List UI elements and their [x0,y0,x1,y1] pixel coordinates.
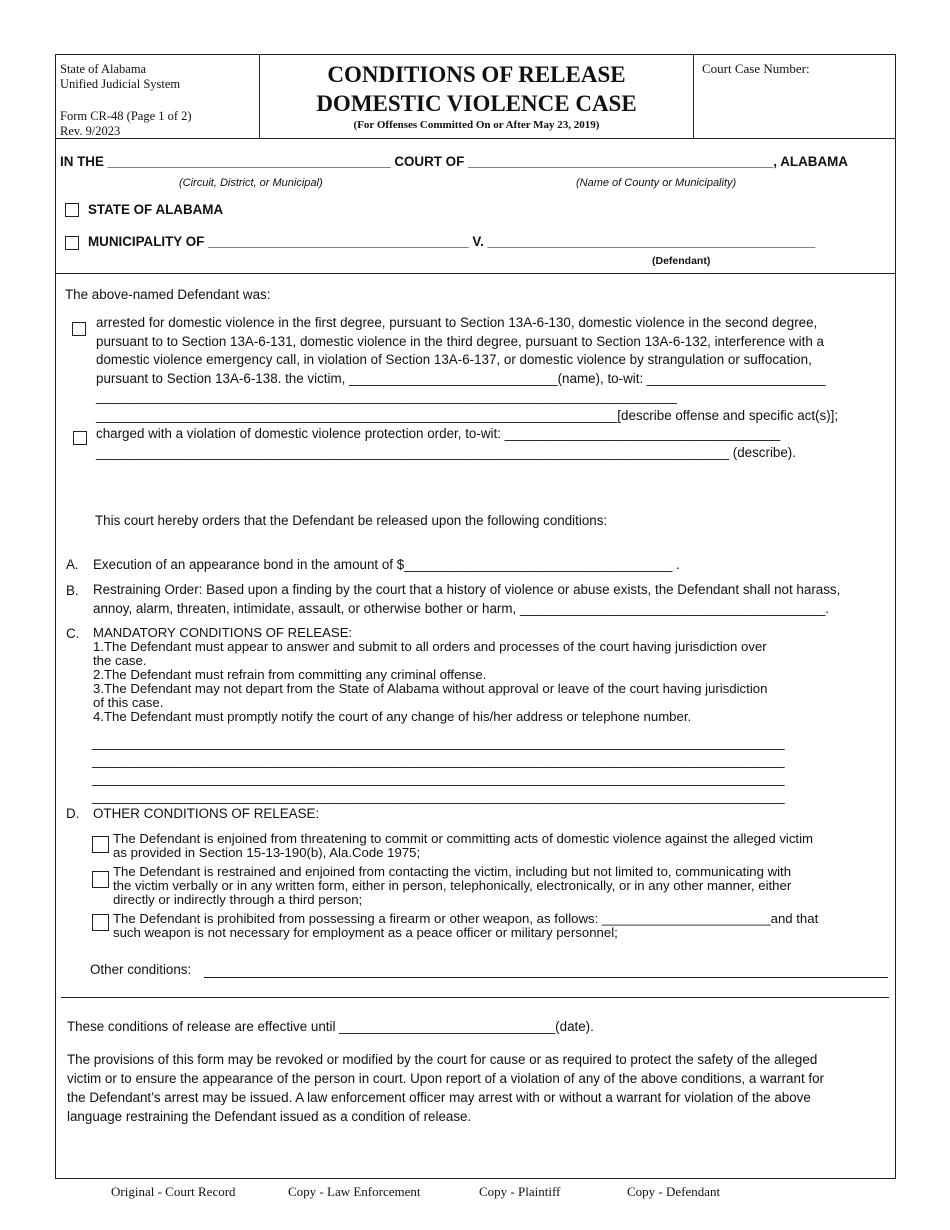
charged-checkbox[interactable] [73,431,87,445]
provisions-line-2: victim or to ensure the appearance of the person in court. Upon report of a violation of any of the above conditions, a warrant for [67,1071,825,1086]
copy-plaintiff: Copy - Plaintiff [479,1184,561,1199]
intro-text: The above-named Defendant was: [65,287,271,302]
title-subtitle: (For Offenses Committed On or After May 23, 2019) [353,119,600,131]
court-type-hint: (Circuit, District, or Municipal) [179,177,323,189]
municipality-checkbox[interactable] [65,236,79,250]
arrested-line-4: pursuant to Section 13A-6-138. the victim, ____________________________(name), to-wit: ________________________ [96,370,826,386]
title-line-2: DOMESTIC VIOLENCE CASE [316,91,637,116]
form-title [260,60,693,132]
enjoined-checkbox[interactable] [92,836,109,853]
defendant-hint: (Defendant) [652,255,711,267]
no-contact-line-1: The Defendant is restrained and enjoined from contacting the victim, including but not limited to, communicating with [113,864,792,879]
provisions-text [67,1050,824,1126]
arrested-line-3: domestic violence emergency call, in violation of Section 13A-6-137, or domestic violence by strangulation or suffocation, [96,352,812,368]
condition-b-text[interactable] [93,581,840,618]
arrested-line-6: ______________________________________________________________________[describe offense and specific act(s)]; [96,407,839,423]
provisions-line-4: language restraining the Defendant issued as a condition of release. [67,1109,472,1124]
firearm-text[interactable] [113,912,818,940]
blank-line: _____________________________________________________________________________________________ [92,771,785,786]
section-separator [61,997,889,998]
system-name: Unified Judicial System [60,77,181,91]
effective-until-text[interactable]: These conditions of release are effective until _____________________________(date). [67,1019,594,1034]
condition-b-label: B. [66,583,79,598]
copy-original: Original - Court Record [111,1184,236,1199]
condition-a-label: A. [66,557,79,572]
no-contact-line-2: the victim verbally or in any written form, either in person, telephonically, electronically, or in any other manner, either [113,878,792,893]
charged-option-text[interactable] [96,425,796,462]
mandatory-blank-lines[interactable] [92,734,785,806]
frame-bottom [55,1178,896,1179]
title-line-1: CONDITIONS OF RELEASE [327,62,626,87]
copy-defendant: Copy - Defendant [627,1184,721,1199]
provisions-line-3: the Defendant’s arrest may be issued. A law enforcement officer may arrest with or without a warrant for violation of the above [67,1090,811,1105]
arrested-option-text[interactable] [96,314,838,426]
condition-b-line-2: annoy, alarm, threaten, intimidate, assault, or otherwise bother or harm, _________________________________________. [93,600,830,616]
header-left-block [60,62,192,139]
case-number-label: Court Case Number: [702,61,810,76]
blank-line: _____________________________________________________________________________________________ [92,753,785,768]
arrested-line-5: ______________________________________________________________________________ [96,389,677,405]
other-conditions-label: Other conditions: [90,962,192,977]
frame-left [55,54,56,1179]
charged-line-2: _____________________________________________________________________________________ (describe). [96,444,796,460]
revision: Rev. 9/2023 [60,124,121,138]
other-conditions-field[interactable] [204,977,888,978]
state-name: State of Alabama [60,62,147,76]
no-contact-line-3: directly or indirectly through a third person; [113,892,363,907]
mandatory-4: 4.The Defendant must promptly notify the court of any change of his/her address or telephone number. [93,709,692,724]
mandatory-1-line-1: 1.The Defendant must appear to answer and submit to all orders and processes of the court having jurisdiction over [93,639,767,654]
court-section-bottom-line [55,273,896,274]
condition-b-line-1: Restraining Order: Based upon a finding by the court that a history of violence or abuse exists, the Defendant shall not harass, [93,582,841,597]
condition-d-title: OTHER CONDITIONS OF RELEASE: [93,806,320,821]
form-id: Form CR-48 (Page 1 of 2) [60,109,192,123]
blank-line: _____________________________________________________________________________________________ [92,735,785,750]
frame-top [55,54,896,55]
arrested-line-2: pursuant to to Section 13A-6-131, domestic violence in the third degree, pursuant to Section 13A-6-132, interference with a [96,333,824,349]
provisions-line-1: The provisions of this form may be revoked or modified by the court for cause or as required to protect the safety of the alleged [67,1052,818,1067]
mandatory-1-line-2: the case. [93,653,147,668]
mandatory-3-line-1: 3.The Defendant may not depart from the State of Alabama without approval or leave of the court having jurisdiction [93,681,768,696]
no-contact-text [113,865,791,907]
condition-c-label: C. [66,626,80,641]
firearm-checkbox[interactable] [92,914,109,931]
firearm-line-2: such weapon is not necessary for employment as a peace officer or military personnel; [113,925,618,940]
court-line[interactable]: IN THE ______________________________________ COURT OF _________________________________________, ALABAMA [60,154,848,169]
state-of-alabama-checkbox[interactable] [65,203,79,217]
enjoined-text [113,832,813,860]
municipality-line[interactable]: MUNICIPALITY OF ___________________________________ V. ____________________________________________ [88,234,816,249]
county-hint: (Name of County or Municipality) [576,177,737,189]
arrested-line-1: arrested for domestic violence in the first degree, pursuant to Section 13A-6-130, domestic violence in the second degree, [96,315,818,330]
enjoined-line-2: as provided in Section 15-13-190(b), Ala.Code 1975; [113,845,421,860]
mandatory-3-line-2: of this case. [93,695,164,710]
no-contact-checkbox[interactable] [92,871,109,888]
header-divider-right [693,54,694,138]
charged-line-1: charged with a violation of domestic violence protection order, to-wit: _____________________________________ [96,426,781,441]
blank-line: _____________________________________________________________________________________________ [92,789,785,804]
condition-a-text[interactable]: Execution of an appearance bond in the amount of $____________________________________ . [93,557,680,572]
condition-c-title: MANDATORY CONDITIONS OF RELEASE: [93,625,353,640]
mandatory-2: 2.The Defendant must refrain from committing any criminal offense. [93,667,487,682]
firearm-line-1: The Defendant is prohibited from possessing a firearm or other weapon, as follows: _______________________and that [113,911,819,926]
state-of-alabama-label: STATE OF ALABAMA [88,202,224,217]
enjoined-line-1: The Defendant is enjoined from threatening to commit or committing acts of domestic violence against the alleged victim [113,831,814,846]
condition-c-block [93,626,767,724]
condition-d-label: D. [66,806,80,821]
copy-law-enforcement: Copy - Law Enforcement [288,1184,421,1199]
arrested-checkbox[interactable] [72,322,86,336]
frame-right [895,54,896,1179]
order-intro: This court hereby orders that the Defendant be released upon the following conditions: [95,513,608,528]
